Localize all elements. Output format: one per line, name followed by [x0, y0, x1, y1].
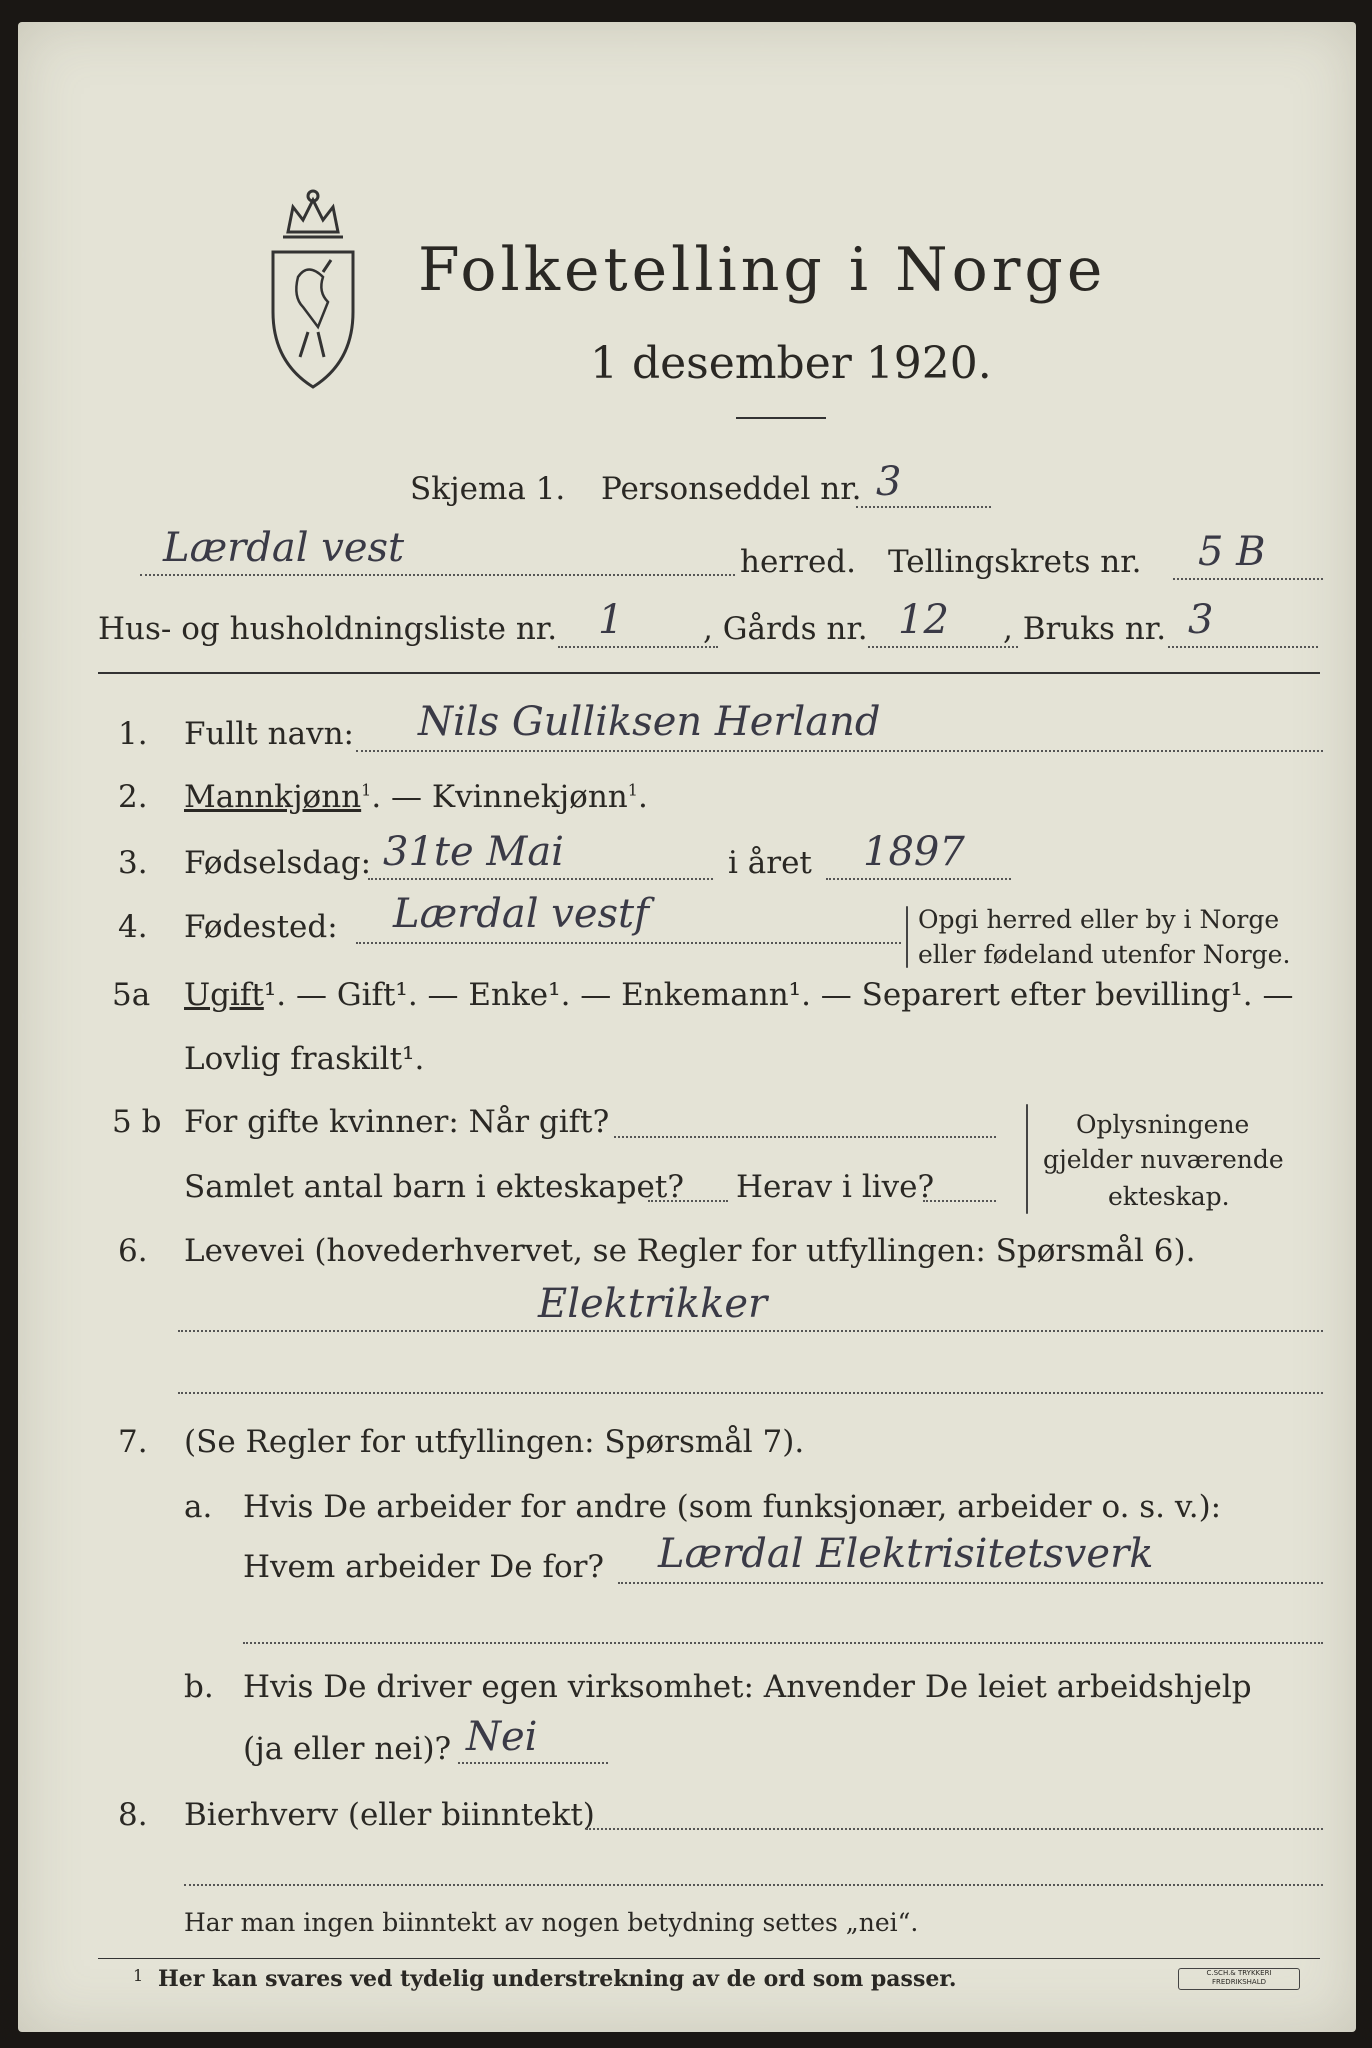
q8-line1 [586, 1828, 1323, 1830]
q8-line2 [184, 1884, 1323, 1886]
q3-year-label: i året [728, 845, 812, 881]
q1-number: 1. [118, 716, 148, 752]
q6-label: Levevei (hovederhvervet, se Regler for utfyllingen: Spørsmål 6). [184, 1233, 1196, 1269]
herred-line [140, 574, 735, 576]
q6-line2 [178, 1392, 1323, 1394]
form-title: Folketelling i Norge [418, 235, 1107, 305]
q5b-note1: Oplysningene [1076, 1110, 1250, 1139]
q2-male: Mannkjønn [184, 779, 362, 815]
printer-stamp [1178, 1968, 1300, 1990]
bruks-value: 3 [1188, 597, 1214, 643]
personseddel-value: 3 [876, 459, 902, 505]
q7-number: 7. [118, 1424, 148, 1460]
q2-number: 2. [118, 779, 148, 815]
q7a-line2 [243, 1642, 1323, 1644]
q2-sup2: 1 [627, 780, 638, 800]
q7a-value: Lærdal Elektrisitetsverk [658, 1531, 1154, 1577]
personseddel-label: Personseddel nr. [601, 471, 862, 507]
q3-number: 3. [118, 845, 148, 881]
q7a-letter: a. [184, 1489, 213, 1525]
q7a-text: Hvis De arbeider for andre (som funksjonær, arbeider o. s. v.): [243, 1489, 1222, 1525]
husliste-value: 1 [598, 597, 624, 643]
q4-line [356, 942, 901, 944]
q1-label: Fullt navn: [184, 716, 354, 752]
bruks-line [1168, 646, 1318, 648]
q5b-label2: Samlet antal barn i ekteskapet? [184, 1169, 684, 1205]
printer-stamp-text: C.SCH.& TRYKKERI FREDRIKSHALD [1206, 1969, 1272, 1986]
q7b-text: Hvis De driver egen virksomhet: Anvender De leiet arbeidshjelp [243, 1669, 1252, 1705]
gards-label: , Gårds nr. [703, 611, 868, 647]
q7b-letter: b. [184, 1669, 214, 1705]
q4-number: 4. [118, 909, 148, 945]
footnote: Her kan svares ved tydelig understrekning av de ord som passer. [158, 1966, 957, 1992]
footnote-mark: 1 [133, 1966, 144, 1985]
census-date: 1 desember 1920. [590, 338, 992, 389]
tellingskrets-label: Tellingskrets nr. [888, 544, 1142, 580]
q2-sex [184, 779, 648, 815]
q6-line1 [178, 1330, 1323, 1332]
q2-sup1: 1 [361, 780, 372, 800]
q8-number: 8. [118, 1797, 148, 1833]
q7b-line [458, 1762, 608, 1764]
q5a-rest: ¹. — Gift¹. — Enke¹. — Enkemann¹. — Separert efter bevilling¹. — [263, 977, 1294, 1013]
husliste-line [558, 646, 718, 648]
q5a-options [184, 977, 1294, 1013]
q5b-note2: gjelder nuværende [1043, 1145, 1284, 1174]
tellingskrets-value: 5 B [1198, 529, 1266, 575]
q5b-label1: For gifte kvinner: Når gift? [184, 1104, 610, 1140]
q3-label: Fødselsdag: [184, 845, 372, 881]
q1-value: Nils Gulliksen Herland [418, 699, 881, 745]
q5b-line1 [614, 1136, 996, 1138]
q4-value: Lærdal vestf [393, 891, 649, 937]
q4-bracket [906, 906, 908, 968]
q6-number: 6. [118, 1233, 148, 1269]
personseddel-line [856, 506, 991, 508]
q4-note2: eller fødeland utenfor Norge. [918, 940, 1291, 969]
husliste-label: Hus- og husholdningsliste nr. [98, 611, 558, 647]
q7b-value: Nei [466, 1714, 538, 1760]
census-form [18, 22, 1356, 2032]
q1-line [356, 750, 1323, 752]
q7b-question: (ja eller nei)? [243, 1731, 452, 1767]
q7-label: (Se Regler for utfyllingen: Spørsmål 7). [184, 1424, 805, 1460]
q5b-label3: Herav i live? [736, 1169, 935, 1205]
schema-label: Skjema 1. [410, 471, 566, 507]
tellingskrets-line [1173, 578, 1323, 580]
q5b-number: 5 b [112, 1104, 162, 1140]
herred-label: herred. [740, 544, 856, 580]
gards-line [868, 646, 1018, 648]
q3-year-value: 1897 [863, 829, 965, 875]
q8-label: Bierhverv (eller biinntekt) [184, 1797, 595, 1833]
header-divider [98, 672, 1320, 674]
q5a-number: 5a [112, 977, 151, 1013]
q7a-question: Hvem arbeider De for? [243, 1549, 605, 1585]
q5a-ugift: Ugift [184, 977, 264, 1013]
q5b-note3: ekteskap. [1108, 1182, 1230, 1211]
q5b-line2 [648, 1200, 728, 1202]
herred-value: Lærdal vest [163, 525, 405, 571]
q5b-bracket [1026, 1104, 1028, 1214]
q5b-line3 [923, 1200, 996, 1202]
q4-note1: Opgi herred eller by i Norge [918, 905, 1280, 934]
q6-value: Elektrikker [538, 1281, 768, 1327]
q3-value: 31te Mai [383, 829, 564, 875]
biinntekt-note: Har man ingen biinntekt av nogen betydning settes „nei“. [184, 1908, 919, 1937]
gards-value: 12 [898, 597, 949, 643]
q2-sep: . — Kvinnekjønn [371, 779, 628, 815]
q3-year-line [826, 878, 1011, 880]
q5a-line2: Lovlig fraskilt¹. [184, 1041, 425, 1077]
footnote-divider [98, 1958, 1320, 1959]
bruks-label: , Bruks nr. [1003, 611, 1167, 647]
q7a-line1 [618, 1582, 1323, 1584]
q2-end: . [637, 779, 648, 815]
norway-coat-of-arms-icon [253, 182, 373, 397]
q4-label: Fødested: [184, 909, 338, 945]
q3-line [368, 878, 713, 880]
title-divider [736, 417, 826, 419]
